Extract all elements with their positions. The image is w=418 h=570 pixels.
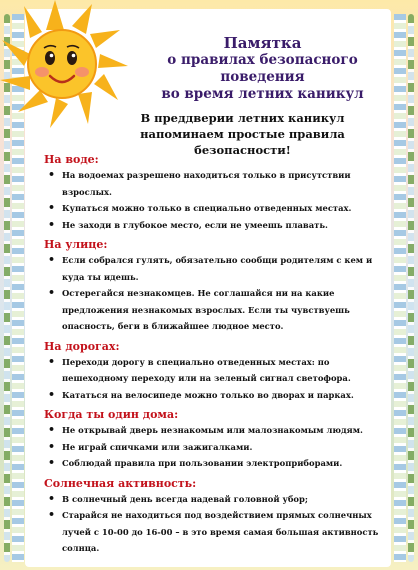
section-title: На воде: (44, 153, 99, 166)
section-title: Солнечная активность: (44, 476, 197, 490)
list-item: • Переходи дорогу в специально отведенных местах: по пешеходному переходу или на зеленый сигнал светофора. (44, 354, 394, 387)
list-item: • Остерегайся незнакомцев. Не соглашайся ни на какие предложения незнакомых взрослых. Если ты чувствуешь опасность, беги в ближайшее людное место. (44, 285, 394, 335)
title-line-2: о правилах безопасного поведения (167, 52, 358, 85)
section-street (44, 238, 394, 335)
list-item: • Не открывай дверь незнакомым или малознакомым людям. (44, 422, 394, 439)
list-item: • Кататься на велосипеде можно только во дворах и парках. (44, 387, 394, 404)
list-item: • Старайся не находиться под воздействием прямых солнечных лучей с 10-00 до 16-00 – в это время самая большая активность солнца. (44, 507, 394, 557)
title-line-3: во время летних каникул (161, 86, 364, 102)
rules-list (44, 491, 394, 557)
rules-list (44, 354, 394, 404)
right-ribbon-decoration (394, 14, 406, 562)
title-line-1: Памятка (223, 34, 302, 52)
list-item: • В солнечный день всегда надевай головной убор; (44, 491, 394, 508)
list-item: • Если собрался гулять, обязательно сообщи родителям с кем и куда ты идешь. (44, 252, 394, 285)
rules-list (44, 422, 394, 472)
memo-title (145, 35, 380, 103)
section-home-alone (44, 408, 394, 472)
rules-list (44, 167, 394, 233)
section-title: На дорогах: (44, 339, 120, 353)
section-title: Когда ты один дома: (44, 408, 179, 421)
list-item: • Соблюдай правила при пользовании электроприборами. (44, 455, 394, 472)
section-water (44, 153, 394, 233)
section-roads (44, 340, 394, 404)
list-item: • На водоемах разрешено находиться только в присутствии взрослых. (44, 167, 394, 200)
rules-list (44, 252, 394, 335)
list-item: • Не играй спичками или зажигалками. (44, 439, 394, 456)
section-title: На улице: (44, 238, 108, 251)
right-border-decoration (408, 14, 414, 562)
list-item: • Купаться можно только в специально отведенных местах. (44, 200, 394, 217)
intro-text: В преддверии летних каникул напоминаем простые правила безопасности! (140, 111, 345, 157)
rules-content (44, 153, 394, 562)
section-sun (44, 477, 394, 557)
list-item: • Не заходи в глубокое место, если не умеешь плавать. (44, 217, 394, 234)
